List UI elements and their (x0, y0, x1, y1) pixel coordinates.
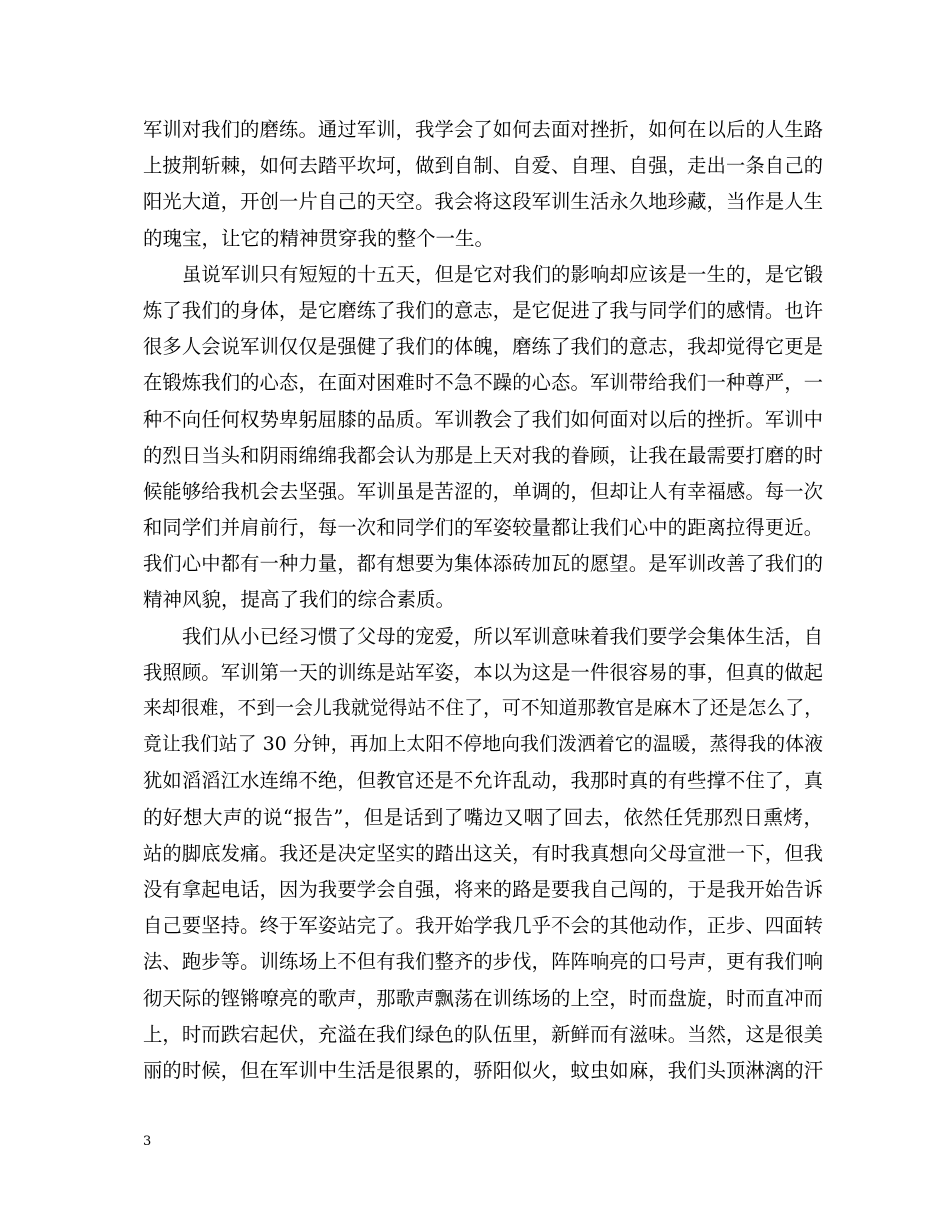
document-body (143, 112, 823, 1089)
text-line: 和同学们并肩前行，每一次和同学们的军姿较量都让我们心中的距离拉得更近。 (143, 516, 823, 540)
text-line: 没有拿起电话，因为我要学会自强，将来的路是要我自己闯的，于是我开始告诉 (143, 877, 823, 901)
text-line: 精神风貌，提高了我们的综合素质。 (143, 588, 456, 612)
text-line: 法、跑步等。训练场上不但有我们整齐的步伐，阵阵响亮的口号声，更有我们响 (143, 950, 823, 974)
text-line: 候能够给我机会去坚强。军训虽是苦涩的，单调的，但却让人有幸福感。每一次 (143, 479, 823, 503)
text-line: 来却很难，不到一会儿我就觉得站不住了，可不知道那教官是麻木了还是怎么了， (143, 698, 823, 719)
paragraph (143, 257, 823, 619)
text-line: 炼了我们的身体，是它磨练了我们的意志，是它促进了我与同学们的感情。也许 (143, 298, 823, 322)
paragraph (143, 619, 823, 1089)
text-line: 我照顾。军训第一天的训练是站军姿，本以为这是一件很容易的事，但真的做起 (143, 660, 823, 684)
text-line: 的烈日当头和阴雨绵绵我都会认为那是上天对我的眷顾，让我在最需要打磨的时 (143, 443, 823, 467)
text-line: 我们心中都有一种力量，都有想要为集体添砖加瓦的愿望。是军训改善了我们的 (143, 552, 823, 576)
page-number: 3 (143, 1134, 152, 1149)
text-line: 彻天际的铿锵嘹亮的歌声，那歌声飘荡在训练场的上空，时而盘旋，时而直冲而 (143, 986, 823, 1010)
text-line: 在锻炼我们的心态，在面对困难时不急不躁的心态。军训带给我们一种尊严，一 (143, 371, 823, 395)
text-line: 军训对我们的磨练。通过军训，我学会了如何去面对挫折，如何在以后的人生路 (143, 118, 823, 141)
text-line: 阳光大道，开创一片自己的天空。我会将这段军训生活永久地珍藏，当作是人生 (143, 190, 823, 214)
text-line: 我们从小已经习惯了父母的宠爱，所以军训意味着我们要学会集体生活，自 (182, 624, 823, 648)
text-line: 竟让我们站了 30 分钟，再加上太阳不停地向我们泼洒着它的温暖，蒸得我的体液 (143, 734, 823, 756)
text-line: 虽说军训只有短短的十五天，但是它对我们的影响却应该是一生的，是它锻 (182, 262, 823, 286)
text-line: 很多人会说军训仅仅是强健了我们的体魄，磨练了我们的意志，我却觉得它更是 (143, 335, 823, 359)
paragraph (143, 112, 823, 257)
text-line: 的好想大声的说“报告”，但是话到了嘴边又咽了回去，依然任凭那烈日熏烤， (143, 805, 823, 829)
text-line: 上披荆斩棘，如何去踏平坎坷，做到自制、自爱、自理、自强，走出一条自己的 (143, 154, 823, 178)
text-line: 丽的时候，但在军训中生活是很累的，骄阳似火，蚊虫如麻，我们头顶淋漓的汗 (143, 1058, 823, 1082)
text-line: 的瑰宝，让它的精神贯穿我的整个一生。 (143, 226, 495, 250)
text-line: 自己要坚持。终于军姿站完了。我开始学我几乎不会的其他动作，正步、四面转 (143, 914, 823, 938)
text-line: 站的脚底发痛。我还是决定坚实的踏出这关，有时我真想向父母宣泄一下，但我 (143, 841, 823, 865)
text-line: 上，时而跌宕起伏，充溢在我们绿色的队伍里，新鲜而有滋味。当然，这是很美 (143, 1022, 823, 1046)
text-line: 种不向任何权势卑躬屈膝的品质。军训教会了我们如何面对以后的挫折。军训中 (143, 407, 823, 431)
text-line: 犹如滔滔江水连绵不绝，但教官还是不允许乱动，我那时真的有些撑不住了，真 (143, 769, 823, 793)
